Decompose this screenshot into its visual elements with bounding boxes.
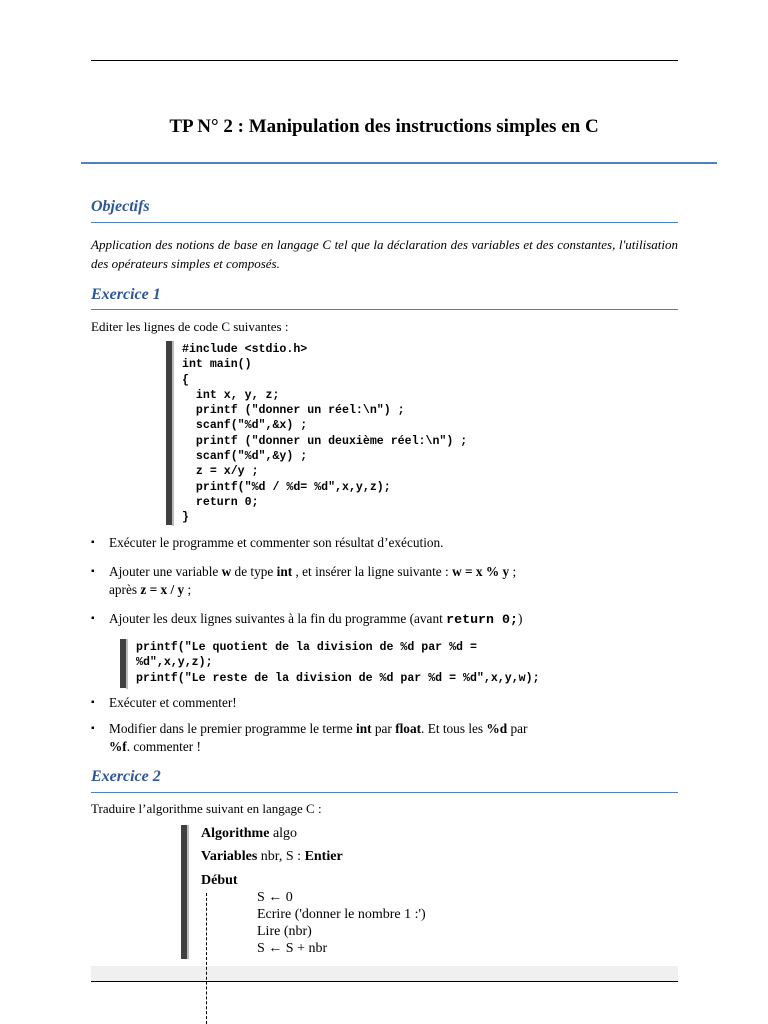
task-text: ; (184, 582, 192, 597)
algo-step-1: S ← 0 (257, 890, 293, 905)
var-w: w (221, 564, 232, 579)
bullet-mark: ▪ (91, 537, 95, 548)
title-rule (81, 162, 717, 164)
algo-debut-line (201, 873, 238, 889)
page-title: TP N° 2 : Manipulation des instructions simples en C (169, 116, 599, 137)
algo-step-3: Lire (nbr) (257, 924, 312, 939)
task-text: de type (231, 564, 277, 579)
expr-modulo: w = x % y (452, 564, 510, 579)
algorithm-block-inner (187, 825, 487, 959)
bullet-mark: ▪ (91, 613, 95, 624)
code-block-1-text (172, 341, 467, 526)
format-d: %d (486, 721, 508, 736)
task-modify-type (91, 720, 686, 756)
code-line: { (182, 373, 189, 387)
type-int: int (356, 721, 372, 736)
task-execute-text: Exécuter le programme et commenter son résultat d’exécution. (109, 535, 444, 550)
task-add-lines (91, 610, 686, 629)
exercice1-tasks-2 (91, 694, 686, 756)
code-shading-band (91, 966, 678, 981)
algo-name-line (201, 826, 297, 842)
keyword-entier: Entier (304, 849, 343, 864)
algo-vars: nbr, S : (257, 849, 305, 864)
code-line: printf("%d / %d= %d",x,y,z); (182, 480, 391, 494)
task-text: . Et tous les (421, 721, 487, 736)
type-int: int (276, 564, 293, 579)
objectifs-text: Application des notions de base en langage C tel que la déclaration des variables et des constantes, l'utilisation des opérateurs simples et composés. (91, 237, 678, 271)
code-line: z = x/y ; (182, 465, 259, 479)
keyword-variables: Variables (201, 849, 258, 864)
algo-vars-line (201, 849, 343, 865)
code-block-2-text (126, 639, 540, 689)
exercice1-heading: Exercice 1 (91, 286, 161, 303)
task-text: ; (509, 564, 517, 579)
exercice1-rule (91, 309, 678, 310)
top-rule (91, 60, 678, 61)
code-line: int x, y, z; (182, 388, 280, 402)
exercice1-intro: Editer les lignes de code C suivantes : (91, 319, 289, 334)
objectifs-heading: Objectifs (91, 198, 150, 215)
code-line: scanf("%d",&x) ; (182, 419, 308, 433)
code-line: return 0; (182, 495, 259, 509)
objectifs-rule (91, 222, 678, 223)
type-float: float (395, 721, 422, 736)
task-execute (91, 534, 686, 552)
algo-step-2: Ecrire ('donner le nombre 1 :') (257, 907, 426, 922)
code2-line: printf("Le reste de la division de %d par %d = %d",x,y,w); (136, 671, 540, 685)
code-return: return 0; (446, 612, 518, 627)
exercice2-heading: Exercice 2 (91, 768, 161, 785)
task-text: par (507, 721, 528, 736)
task-text: après (109, 582, 141, 597)
task-text: , et insérer la ligne suivante : (292, 564, 453, 579)
bottom-rule (91, 981, 678, 982)
task-text: Modifier dans le premier programme le terme (109, 721, 357, 736)
code-line: #include <stdio.h> (182, 343, 308, 356)
code-line: int main() (182, 358, 252, 372)
exercice2-intro: Traduire l’algorithme suivant en langage C : (91, 801, 322, 816)
code-line: scanf("%d",&y) ; (182, 450, 308, 464)
keyword-debut: Début (201, 873, 238, 888)
algo-step-4: S ← S + nbr (257, 941, 328, 956)
exercice1-tasks (91, 534, 686, 629)
code2-line: printf("Le quotient de la division de %d par %d = (136, 641, 477, 654)
task-execute-comment (91, 694, 686, 712)
task-text: Exécuter et commenter! (109, 695, 237, 710)
task-text: ) (517, 611, 523, 626)
bullet-mark: ▪ (91, 697, 95, 708)
code-line: printf ("donner un réel:\n") ; (182, 404, 405, 418)
task-text: Ajouter les deux lignes suivantes à la fin du programme (avant (109, 611, 447, 626)
exercice2-rule (91, 792, 678, 793)
algo-name: algo (269, 826, 298, 841)
task-add-variable (91, 563, 686, 599)
algorithm-block (181, 825, 487, 959)
task-text: par (371, 721, 396, 736)
task-text: . commenter ! (126, 739, 201, 754)
expr-division: z = x / y (140, 582, 185, 597)
code-block-1 (166, 341, 467, 525)
bullet-mark: ▪ (91, 723, 95, 734)
code-block-2 (120, 639, 540, 688)
code2-line: %d",x,y,z); (136, 656, 213, 670)
keyword-algorithme: Algorithme (201, 826, 270, 841)
format-f: %f (109, 739, 127, 754)
task-text: Ajouter une variable (109, 564, 222, 579)
algo-indent-guide (206, 893, 207, 1024)
bullet-mark: ▪ (91, 566, 95, 577)
code-line: printf ("donner un deuxième réel:\n") ; (182, 434, 468, 448)
code-line: } (182, 511, 189, 525)
